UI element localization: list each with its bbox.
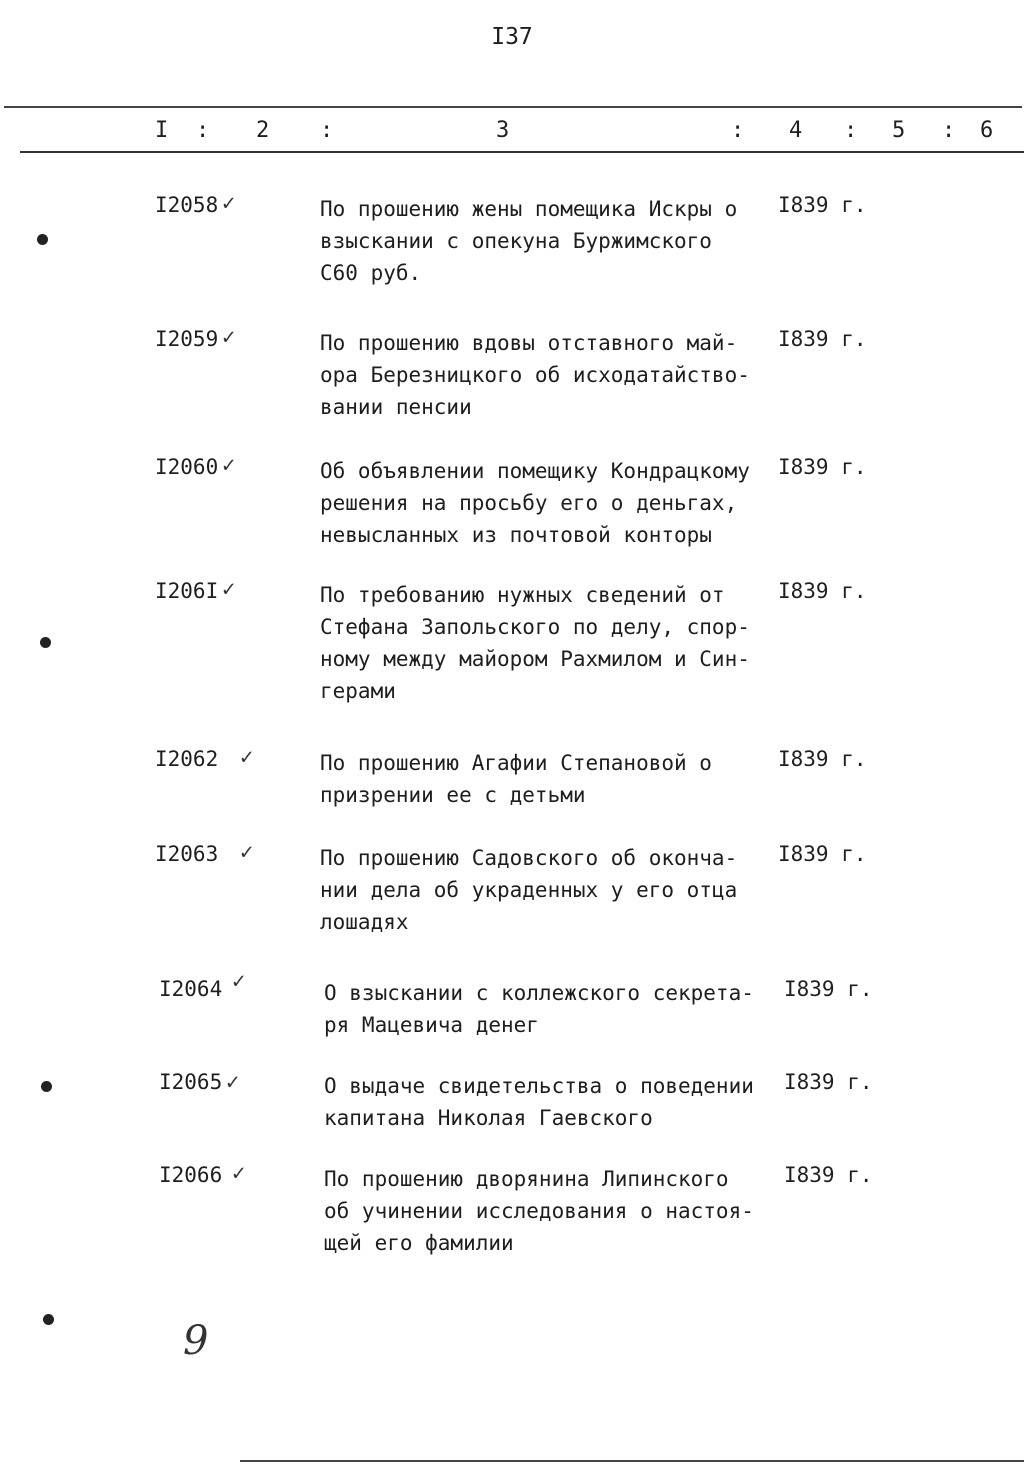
binding-hole-dot xyxy=(40,637,51,648)
column-header-1: I xyxy=(155,118,169,143)
entry-year: I839 г. xyxy=(778,747,867,771)
entry-number: I2063 xyxy=(155,842,219,866)
entry-number: I2065 xyxy=(159,1070,223,1094)
entry-description: По прошению жены помещика Искры о взыскании с опекуна Буржимского С60 руб. xyxy=(320,197,738,285)
checkmark-icon: ✓ xyxy=(232,969,246,994)
entry-description: По прошению Садовского об оконча- нии дела об украденных у его отца лошадях xyxy=(320,846,738,934)
binding-hole-dot xyxy=(43,1314,54,1325)
entry-description: По прошению вдовы отставного май- ора Березницкого об исходатайство- вании пенсии xyxy=(320,331,750,419)
entry-description: Об объявлении помещику Кондрацкому решения на просьбу его о деньгах, невысланных из почтовой конторы xyxy=(320,459,750,547)
column-header-5: 5 xyxy=(892,118,906,143)
column-header-4: 4 xyxy=(789,118,803,143)
handwritten-note: 9 xyxy=(183,1318,209,1364)
entry-number: I2058 xyxy=(155,193,219,217)
checkmark-icon: ✓ xyxy=(232,1161,246,1186)
entry-description: По требованию нужных сведений от Стефана Запольского по делу, спор- ному между майором Рахмилом и Син- герами xyxy=(320,583,750,703)
bottom-rule xyxy=(240,1460,1024,1462)
column-separator-3: : xyxy=(731,118,745,143)
entry-year: I839 г. xyxy=(778,327,867,351)
column-header-2: 2 xyxy=(256,118,270,143)
entry-year: I839 г. xyxy=(778,842,867,866)
column-header-6: 6 xyxy=(980,118,994,143)
binding-hole-dot xyxy=(37,234,48,245)
column-header-3: 3 xyxy=(496,118,510,143)
entry-year: I839 г. xyxy=(778,455,867,479)
column-separator-2: : xyxy=(320,118,334,143)
column-separator-5: : xyxy=(942,118,956,143)
entry-description: По прошению Агафии Степановой о призрении ее с детьми xyxy=(320,751,712,807)
entry-number: I2060 xyxy=(155,455,219,479)
entry-number: I2062 xyxy=(155,747,219,771)
entry-year: I839 г. xyxy=(784,977,873,1001)
top-rule xyxy=(4,106,1022,108)
column-separator-1: : xyxy=(196,118,210,143)
checkmark-icon: ✓ xyxy=(240,745,254,770)
entry-year: I839 г. xyxy=(784,1163,873,1187)
entry-year: I839 г. xyxy=(778,579,867,603)
entry-description: О взыскании с коллежского секрета- ря Мацевича денег xyxy=(324,981,754,1037)
checkmark-icon: ✓ xyxy=(222,325,236,350)
entry-description: По прошению дворянина Липинского об учинении исследования о настоя- щей его фамилии xyxy=(324,1167,754,1255)
checkmark-icon: ✓ xyxy=(240,840,254,865)
binding-hole-dot xyxy=(41,1081,52,1092)
entry-number: I2066 xyxy=(159,1163,223,1187)
entry-number: I2064 xyxy=(159,977,223,1001)
checkmark-icon: ✓ xyxy=(226,1070,240,1095)
entry-number: I2059 xyxy=(155,327,219,351)
entry-description: О выдаче свидетельства о поведении капитана Николая Гаевского xyxy=(324,1074,754,1130)
entry-number: I206I xyxy=(155,579,219,603)
checkmark-icon: ✓ xyxy=(222,577,236,602)
entry-year: I839 г. xyxy=(778,193,867,217)
header-rule xyxy=(20,151,1024,153)
column-separator-4: : xyxy=(844,118,858,143)
page-number: I37 xyxy=(491,24,533,50)
checkmark-icon: ✓ xyxy=(222,453,236,478)
entry-year: I839 г. xyxy=(784,1070,873,1094)
checkmark-icon: ✓ xyxy=(222,191,236,216)
